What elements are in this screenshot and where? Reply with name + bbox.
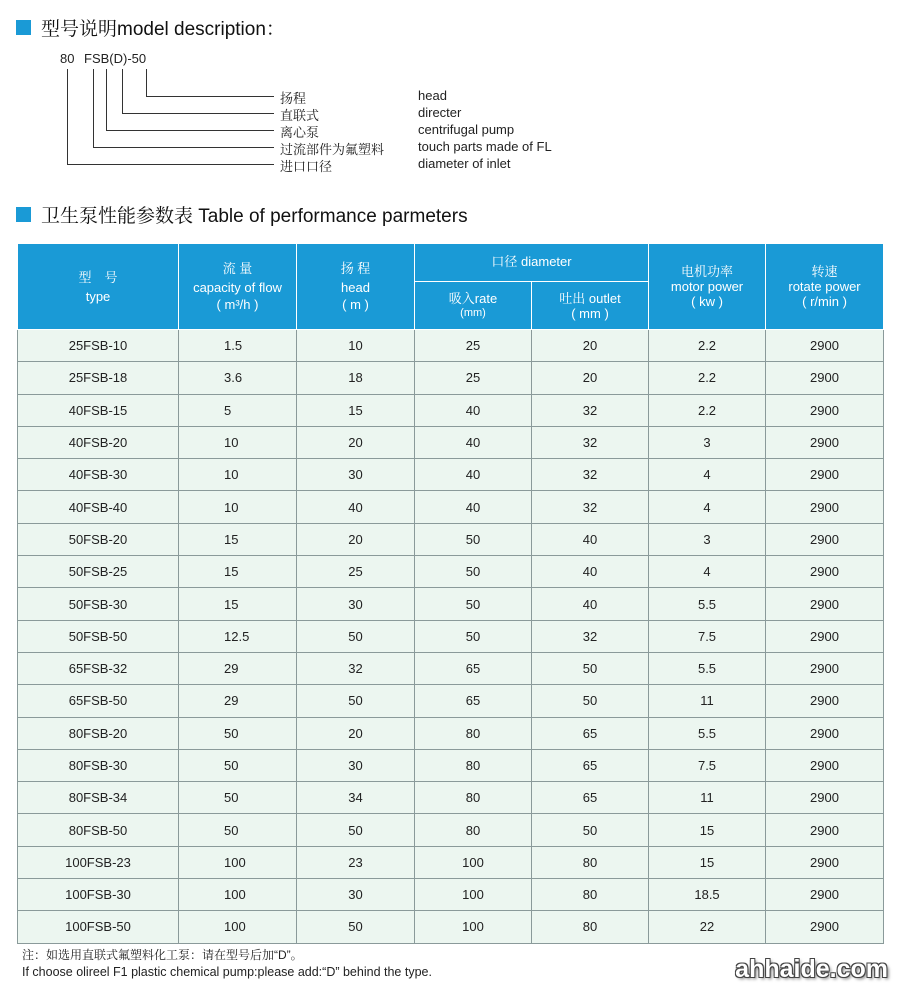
cell-outlet: 20 — [532, 362, 649, 394]
model-code-series: FSB(D)-50 — [84, 51, 147, 66]
cell-flow: 3.6 — [179, 362, 297, 394]
table-row — [18, 652, 884, 684]
table-row — [18, 717, 884, 749]
cell-inlet: 40 — [415, 394, 532, 426]
cell-rotate-speed: 2900 — [766, 685, 884, 717]
header-diameter: 口径 diameter — [415, 244, 649, 282]
cell-inlet: 100 — [415, 846, 532, 878]
cell-motor-power: 15 — [649, 814, 766, 846]
leader-line-head-h — [146, 96, 274, 97]
cell-flow: 100 — [179, 879, 297, 911]
cell-type: 40FSB-20 — [18, 426, 179, 458]
performance-table-title-text: 卫生泵性能参数表 Table of performance parmeters — [41, 206, 468, 227]
cell-inlet: 65 — [415, 652, 532, 684]
table-row — [18, 362, 884, 394]
header-flow: 流 量 capacity of flow ( m³/h ) — [179, 244, 297, 330]
leader-line-material-h — [93, 147, 274, 148]
cell-type: 40FSB-15 — [18, 394, 179, 426]
cell-motor-power: 5.5 — [649, 717, 766, 749]
cell-rotate-speed: 2900 — [766, 620, 884, 652]
cell-rotate-speed: 2900 — [766, 426, 884, 458]
cell-type: 40FSB-30 — [18, 459, 179, 491]
cell-outlet: 50 — [532, 652, 649, 684]
cell-motor-power: 4 — [649, 556, 766, 588]
cell-type: 25FSB-18 — [18, 362, 179, 394]
cell-inlet: 50 — [415, 556, 532, 588]
note-chinese: 注：如选用直联式氟塑料化工泵：请在型号后加“D”。 — [22, 948, 303, 962]
cell-head: 50 — [297, 620, 415, 652]
part-label-cn: 进口口径 — [280, 159, 333, 174]
cell-flow: 15 — [179, 523, 297, 555]
cell-type: 50FSB-20 — [18, 523, 179, 555]
cell-flow: 10 — [179, 426, 297, 458]
cell-motor-power: 2.2 — [649, 330, 766, 362]
cell-outlet: 65 — [532, 749, 649, 781]
cell-outlet: 20 — [532, 330, 649, 362]
table-row — [18, 749, 884, 781]
header-outlet: 吐出 outlet ( mm ) — [532, 282, 649, 330]
cell-motor-power: 11 — [649, 782, 766, 814]
cell-motor-power: 5.5 — [649, 652, 766, 684]
cell-rotate-speed: 2900 — [766, 330, 884, 362]
part-label-cn: 过流部件为氟塑料 — [280, 142, 385, 157]
cell-outlet: 65 — [532, 717, 649, 749]
cell-outlet: 40 — [532, 588, 649, 620]
cell-inlet: 40 — [415, 491, 532, 523]
cell-type: 65FSB-32 — [18, 652, 179, 684]
cell-outlet: 50 — [532, 814, 649, 846]
cell-type: 25FSB-10 — [18, 330, 179, 362]
cell-inlet: 25 — [415, 330, 532, 362]
cell-inlet: 100 — [415, 879, 532, 911]
cell-motor-power: 7.5 — [649, 620, 766, 652]
header-inlet: 吸入rate (mm) — [415, 282, 532, 330]
cell-head: 20 — [297, 717, 415, 749]
watermark-logo: ahhaide.com — [735, 955, 888, 983]
cell-type: 40FSB-40 — [18, 491, 179, 523]
cell-head: 30 — [297, 879, 415, 911]
cell-head: 30 — [297, 588, 415, 620]
cell-type: 100FSB-30 — [18, 879, 179, 911]
cell-motor-power: 4 — [649, 491, 766, 523]
cell-type: 80FSB-34 — [18, 782, 179, 814]
cell-outlet: 32 — [532, 620, 649, 652]
cell-flow: 5 — [179, 394, 297, 426]
cell-head: 34 — [297, 782, 415, 814]
cell-inlet: 40 — [415, 459, 532, 491]
cell-inlet: 40 — [415, 426, 532, 458]
cell-rotate-speed: 2900 — [766, 879, 884, 911]
model-code-size: 80 — [60, 51, 75, 66]
table-row — [18, 556, 884, 588]
cell-motor-power: 5.5 — [649, 588, 766, 620]
table-row — [18, 620, 884, 652]
leader-line-material-v — [93, 69, 94, 147]
performance-table-title — [16, 201, 468, 228]
cell-outlet: 80 — [532, 911, 649, 943]
cell-head: 50 — [297, 685, 415, 717]
cell-type: 50FSB-30 — [18, 588, 179, 620]
cell-flow: 10 — [179, 459, 297, 491]
cell-type: 50FSB-25 — [18, 556, 179, 588]
cell-inlet: 80 — [415, 814, 532, 846]
cell-head: 20 — [297, 426, 415, 458]
cell-motor-power: 4 — [649, 459, 766, 491]
cell-motor-power: 22 — [649, 911, 766, 943]
cell-flow: 15 — [179, 556, 297, 588]
cell-outlet: 80 — [532, 846, 649, 878]
cell-flow: 100 — [179, 911, 297, 943]
cell-inlet: 65 — [415, 685, 532, 717]
cell-flow: 10 — [179, 491, 297, 523]
header-head: 扬 程 head ( m ) — [297, 244, 415, 330]
cell-rotate-speed: 2900 — [766, 652, 884, 684]
table-row — [18, 879, 884, 911]
cell-type: 100FSB-50 — [18, 911, 179, 943]
cell-outlet: 32 — [532, 394, 649, 426]
cell-outlet: 40 — [532, 523, 649, 555]
cell-inlet: 50 — [415, 588, 532, 620]
cell-rotate-speed: 2900 — [766, 814, 884, 846]
cell-rotate-speed: 2900 — [766, 717, 884, 749]
cell-head: 30 — [297, 459, 415, 491]
header-motor-power: 电机功率 motor power ( kw ) — [649, 244, 766, 330]
cell-flow: 29 — [179, 652, 297, 684]
cell-outlet: 65 — [532, 782, 649, 814]
table-row — [18, 814, 884, 846]
cell-rotate-speed: 2900 — [766, 459, 884, 491]
note-english: If choose olireel F1 plastic chemical pump:please add:“D” behind the type. — [22, 965, 432, 979]
cell-flow: 1.5 — [179, 330, 297, 362]
part-label-en: centrifugal pump — [418, 122, 515, 137]
cell-motor-power: 11 — [649, 685, 766, 717]
cell-flow: 100 — [179, 846, 297, 878]
leader-line-pump-h — [106, 130, 274, 131]
leader-line-pump-v — [106, 69, 107, 130]
header-rotate-speed: 转速 rotate power ( r/min ) — [766, 244, 884, 330]
cell-inlet: 80 — [415, 782, 532, 814]
cell-inlet: 50 — [415, 523, 532, 555]
cell-motor-power: 3 — [649, 523, 766, 555]
cell-motor-power: 7.5 — [649, 749, 766, 781]
cell-head: 18 — [297, 362, 415, 394]
cell-motor-power: 15 — [649, 846, 766, 878]
cell-head: 25 — [297, 556, 415, 588]
cell-type: 80FSB-50 — [18, 814, 179, 846]
cell-outlet: 80 — [532, 879, 649, 911]
cell-inlet: 100 — [415, 911, 532, 943]
part-label-en: head — [418, 88, 447, 103]
cell-rotate-speed: 2900 — [766, 846, 884, 878]
cell-inlet: 80 — [415, 717, 532, 749]
cell-flow: 15 — [179, 588, 297, 620]
leader-line-directer-v — [122, 69, 123, 113]
table-row — [18, 523, 884, 555]
cell-flow: 29 — [179, 685, 297, 717]
cell-flow: 50 — [179, 814, 297, 846]
table-row — [18, 911, 884, 943]
cell-head: 10 — [297, 330, 415, 362]
table-row — [18, 459, 884, 491]
cell-flow: 50 — [179, 749, 297, 781]
part-label-en: touch parts made of FL — [418, 139, 552, 154]
cell-flow: 50 — [179, 717, 297, 749]
table-row — [18, 846, 884, 878]
cell-rotate-speed: 2900 — [766, 523, 884, 555]
cell-motor-power: 2.2 — [649, 362, 766, 394]
model-description-title-text: 型号说明model description： — [41, 19, 285, 40]
leader-line-inlet-v — [67, 69, 68, 164]
cell-type: 65FSB-50 — [18, 685, 179, 717]
cell-outlet: 32 — [532, 459, 649, 491]
part-label-cn: 直联式 — [280, 108, 320, 123]
cell-rotate-speed: 2900 — [766, 394, 884, 426]
cell-inlet: 80 — [415, 749, 532, 781]
table-row — [18, 685, 884, 717]
performance-table-body — [18, 330, 884, 944]
cell-rotate-speed: 2900 — [766, 911, 884, 943]
cell-head: 23 — [297, 846, 415, 878]
cell-outlet: 32 — [532, 426, 649, 458]
leader-line-directer-h — [122, 113, 274, 114]
cell-rotate-speed: 2900 — [766, 362, 884, 394]
cell-head: 40 — [297, 491, 415, 523]
cell-motor-power: 18.5 — [649, 879, 766, 911]
model-code-diagram — [0, 0, 600, 190]
header-type: 型 号 type — [18, 244, 179, 330]
cell-rotate-speed: 2900 — [766, 588, 884, 620]
performance-table — [17, 243, 884, 944]
cell-inlet: 50 — [415, 620, 532, 652]
part-label-cn: 扬程 — [280, 91, 307, 106]
cell-outlet: 32 — [532, 491, 649, 523]
cell-outlet: 50 — [532, 685, 649, 717]
cell-rotate-speed: 2900 — [766, 491, 884, 523]
cell-head: 50 — [297, 911, 415, 943]
table-row — [18, 426, 884, 458]
cell-head: 32 — [297, 652, 415, 684]
cell-motor-power: 3 — [649, 426, 766, 458]
cell-rotate-speed: 2900 — [766, 749, 884, 781]
cell-rotate-speed: 2900 — [766, 782, 884, 814]
part-label-en: diameter of inlet — [418, 156, 511, 171]
part-label-cn: 离心泵 — [280, 125, 320, 140]
cell-rotate-speed: 2900 — [766, 556, 884, 588]
table-row — [18, 330, 884, 362]
table-row — [18, 394, 884, 426]
table-row — [18, 588, 884, 620]
leader-line-head-v — [146, 69, 147, 96]
cell-outlet: 40 — [532, 556, 649, 588]
cell-type: 80FSB-30 — [18, 749, 179, 781]
cell-motor-power: 2.2 — [649, 394, 766, 426]
cell-type: 100FSB-23 — [18, 846, 179, 878]
cell-head: 15 — [297, 394, 415, 426]
cell-head: 50 — [297, 814, 415, 846]
section-marker-icon — [16, 207, 31, 222]
cell-flow: 50 — [179, 782, 297, 814]
cell-flow: 12.5 — [179, 620, 297, 652]
table-row — [18, 491, 884, 523]
cell-inlet: 25 — [415, 362, 532, 394]
cell-type: 50FSB-50 — [18, 620, 179, 652]
part-label-en: directer — [418, 105, 462, 120]
leader-line-inlet-h — [67, 164, 274, 165]
cell-head: 20 — [297, 523, 415, 555]
table-row — [18, 782, 884, 814]
cell-type: 80FSB-20 — [18, 717, 179, 749]
cell-head: 30 — [297, 749, 415, 781]
